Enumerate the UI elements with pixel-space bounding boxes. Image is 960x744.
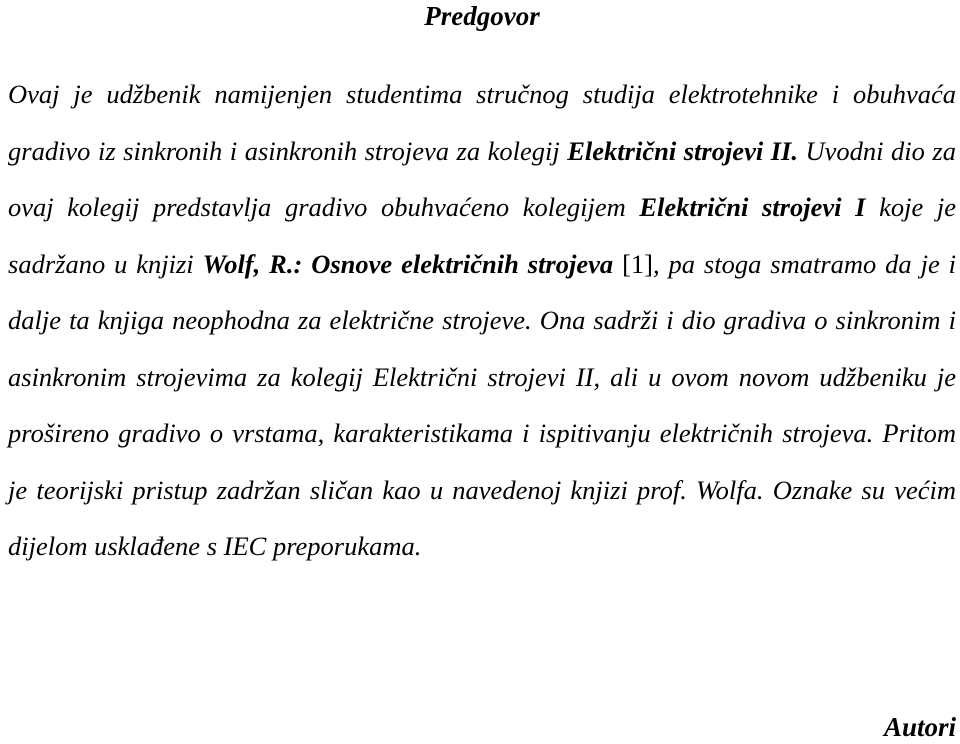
document-page bbox=[8, 0, 956, 744]
preface-text-5: , pa stoga smatramo da je i dalje ta knjiga neophodna za električne strojeve. Ona sadrži i dio gradiva o sinkronim i asinkronim strojevima za kolegij Električni strojevi II, ali u ovom novom udžbeniku je prošireno gradivo o vrstama, karakteristikama i ispitivanju električnih strojeva. Pritom je teorijski pristup zadržan sličan kao u navedenoj knjizi prof. Wolfa. Oznake su većim dijelom usklađene s IEC preporukama. bbox=[8, 248, 956, 561]
authors-signature: Autori bbox=[883, 712, 956, 742]
book-citation: Wolf, R.: Osnove električnih strojeva bbox=[202, 248, 614, 279]
page-title: Predgovor bbox=[424, 1, 540, 31]
preface-text-1: Ovaj je udžbenik namijenjen studentima stručnog studija elektrotehnike i obuhvaća gradivo iz sinkronih i asinkronih strojeva za kolegij bbox=[8, 79, 956, 166]
course-name-1: Električni strojevi I bbox=[639, 192, 866, 222]
preface-text-4 bbox=[613, 249, 622, 279]
preface-text-2: Uvodni dio za ovaj kolegij predstavlja gradivo obuhvaćeno kolegijem bbox=[8, 135, 956, 222]
preface-paragraph bbox=[8, 66, 956, 575]
reference-marker: [1] bbox=[622, 248, 653, 279]
preface-text-3: koje je sadržano u knjizi bbox=[8, 192, 956, 279]
course-name-2: Električni strojevi II. bbox=[567, 135, 798, 166]
